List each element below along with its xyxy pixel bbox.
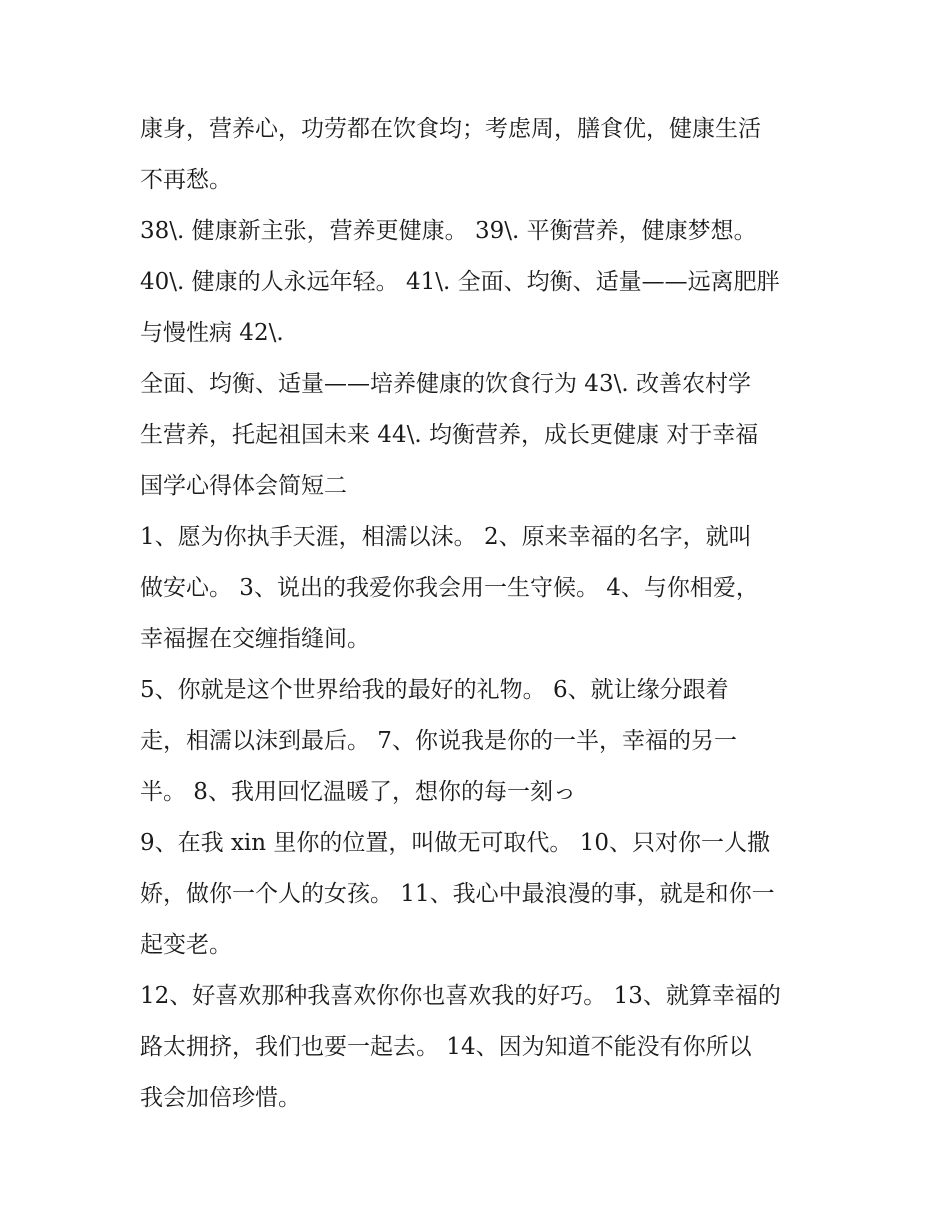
text-line: 幸福握在交缠指缝间。 — [140, 626, 370, 652]
text-line: 1、愿为你执手天涯，相濡以沫。 2、原来幸福的名字，就叫 — [140, 524, 752, 550]
text-line: 半。 8、我用回忆温暖了，想你的每一刻っ — [140, 779, 576, 805]
text-line: 我会加倍珍惜。 — [140, 1085, 301, 1111]
text-line: 全面、均衡、适量——培养健康的饮食行为 43\. 改善农村学 — [140, 371, 751, 397]
text-line: 9、在我 xin 里你的位置，叫做无可取代。 10、只对你一人撒 — [140, 830, 770, 856]
text-line: 走，相濡以沫到最后。 7、你说我是你的一半，幸福的另一 — [140, 728, 737, 754]
text-line: 生营养，托起祖国未来 44\. 均衡营养，成长更健康 对于幸福 — [140, 422, 759, 448]
text-line: 38\. 健康新主张，营养更健康。 39\. 平衡营养，健康梦想。 — [140, 218, 757, 244]
text-line: 40\. 健康的人永远年轻。 41\. 全面、均衡、适量——远离肥胖 — [140, 269, 780, 295]
text-line: 不再愁。 — [140, 167, 232, 193]
text-line: 康身，营养心，功劳都在饮食均；考虑周，膳食优，健康生活 — [140, 116, 761, 142]
text-line: 起变老。 — [140, 932, 232, 958]
text-line: 12、好喜欢那种我喜欢你你也喜欢我的好巧。 13、就算幸福的 — [140, 983, 781, 1009]
section-title: 国学心得体会简短二 — [140, 473, 347, 499]
text-line: 与慢性病 42\. — [140, 320, 284, 346]
text-line: 路太拥挤，我们也要一起去。 14、因为知道不能没有你所以 — [140, 1034, 752, 1060]
text-line: 做安心。 3、说出的我爱你我会用一生守候。 4、与你相爱， — [140, 575, 759, 601]
document-body — [140, 104, 830, 1124]
text-line: 5、你就是这个世界给我的最好的礼物。 6、就让缘分跟着 — [140, 677, 729, 703]
text-line: 娇，做你一个人的女孩。 11、我心中最浪漫的事，就是和你一 — [140, 881, 775, 907]
